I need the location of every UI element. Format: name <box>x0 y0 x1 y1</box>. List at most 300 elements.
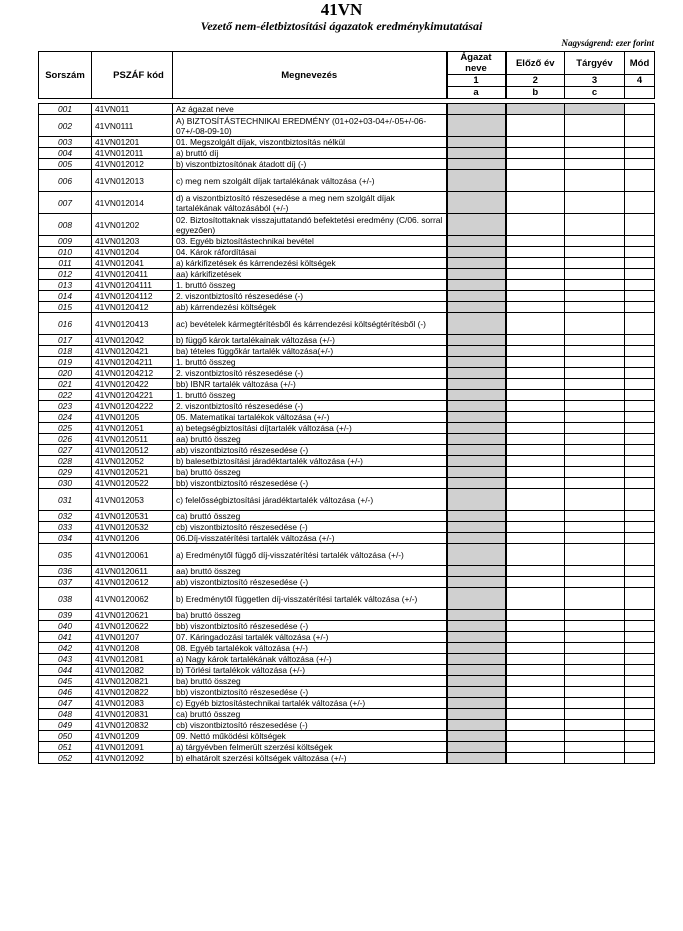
cell-targyev[interactable] <box>565 280 625 291</box>
cell-mod[interactable] <box>625 104 655 115</box>
row-description: bb) viszontbiztosító részesedése (-) <box>173 621 447 632</box>
cell-targyev[interactable] <box>565 247 625 258</box>
row-description: bb) viszontbiztosító részesedése (-) <box>173 478 447 489</box>
cell-elozo-ev[interactable] <box>506 566 565 577</box>
cell-elozo-ev[interactable] <box>506 643 565 654</box>
row-description: ab) kárrendezési költségek <box>173 302 447 313</box>
cell-targyev[interactable] <box>565 115 625 137</box>
cell-elozo-ev[interactable] <box>506 423 565 434</box>
table-row <box>39 357 655 368</box>
cell-targyev[interactable] <box>565 709 625 720</box>
cell-mod[interactable] <box>625 731 655 742</box>
cell-agazat[interactable] <box>447 511 506 522</box>
cell-mod[interactable] <box>625 192 655 214</box>
row-code: 41VN01203 <box>92 236 173 247</box>
cell-targyev[interactable] <box>565 357 625 368</box>
cell-agazat[interactable] <box>447 566 506 577</box>
cell-agazat[interactable] <box>447 390 506 401</box>
header-pszaf-code: PSZÁF kód <box>92 52 173 99</box>
cell-elozo-ev[interactable] <box>506 709 565 720</box>
cell-targyev[interactable] <box>565 104 625 115</box>
cell-mod[interactable] <box>625 577 655 588</box>
cell-targyev[interactable] <box>565 137 625 148</box>
cell-mod[interactable] <box>625 247 655 258</box>
cell-agazat[interactable] <box>447 467 506 478</box>
row-description: ba) bruttó összeg <box>173 676 447 687</box>
cell-mod[interactable] <box>625 698 655 709</box>
row-description: 01. Megszolgált díjak, viszontbiztosítás nélkül <box>173 137 447 148</box>
row-description: b) elhatárolt szerzési költségek változása (+/-) <box>173 753 447 764</box>
row-number: 016 <box>39 313 92 335</box>
cell-agazat[interactable] <box>447 434 506 445</box>
cell-targyev[interactable] <box>565 632 625 643</box>
row-description: cb) viszontbiztosító részesedése (-) <box>173 720 447 731</box>
cell-mod[interactable] <box>625 214 655 236</box>
cell-agazat[interactable] <box>447 236 506 247</box>
cell-mod[interactable] <box>625 357 655 368</box>
header-mod: Mód <box>625 52 655 75</box>
cell-targyev[interactable] <box>565 621 625 632</box>
cell-targyev[interactable] <box>565 731 625 742</box>
cell-mod[interactable] <box>625 368 655 379</box>
cell-elozo-ev[interactable] <box>506 313 565 335</box>
col-letter <box>625 87 655 99</box>
cell-elozo-ev[interactable] <box>506 588 565 610</box>
cell-elozo-ev[interactable] <box>506 104 565 115</box>
cell-elozo-ev[interactable] <box>506 676 565 687</box>
cell-mod[interactable] <box>625 467 655 478</box>
row-description: ab) viszontbiztosító részesedése (-) <box>173 445 447 456</box>
table-row <box>39 643 655 654</box>
table-row <box>39 533 655 544</box>
cell-mod[interactable] <box>625 511 655 522</box>
table-row <box>39 731 655 742</box>
row-number: 031 <box>39 489 92 511</box>
cell-targyev[interactable] <box>565 379 625 390</box>
table-row <box>39 401 655 412</box>
cell-elozo-ev[interactable] <box>506 412 565 423</box>
cell-targyev[interactable] <box>565 170 625 192</box>
cell-targyev[interactable] <box>565 643 625 654</box>
cell-mod[interactable] <box>625 478 655 489</box>
table-row <box>39 687 655 698</box>
row-number: 017 <box>39 335 92 346</box>
row-description: 02. Biztosítottaknak visszajuttatandó befektetési eredmény (C/06. sorral egyezően) <box>173 214 447 236</box>
cell-mod[interactable] <box>625 258 655 269</box>
cell-targyev[interactable] <box>565 313 625 335</box>
cell-mod[interactable] <box>625 401 655 412</box>
cell-elozo-ev[interactable] <box>506 478 565 489</box>
row-description: a) Eredménytől függő díj-visszatérítési tartalék változása (+/-) <box>173 544 447 566</box>
cell-agazat[interactable] <box>447 665 506 676</box>
row-number: 043 <box>39 654 92 665</box>
cell-mod[interactable] <box>625 291 655 302</box>
cell-targyev[interactable] <box>565 148 625 159</box>
row-number: 035 <box>39 544 92 566</box>
col-number: 1 <box>447 75 506 87</box>
row-code: 41VN01208 <box>92 643 173 654</box>
row-number: 026 <box>39 434 92 445</box>
cell-elozo-ev[interactable] <box>506 269 565 280</box>
table-row <box>39 423 655 434</box>
row-number: 012 <box>39 269 92 280</box>
cell-agazat[interactable] <box>447 698 506 709</box>
cell-agazat[interactable] <box>447 423 506 434</box>
cell-mod[interactable] <box>625 170 655 192</box>
cell-mod[interactable] <box>625 676 655 687</box>
cell-elozo-ev[interactable] <box>506 753 565 764</box>
table-row <box>39 522 655 533</box>
cell-targyev[interactable] <box>565 434 625 445</box>
cell-mod[interactable] <box>625 742 655 753</box>
row-code: 41VN0120622 <box>92 621 173 632</box>
cell-mod[interactable] <box>625 566 655 577</box>
cell-elozo-ev[interactable] <box>506 687 565 698</box>
row-code: 41VN01204 <box>92 247 173 258</box>
table-row <box>39 698 655 709</box>
cell-elozo-ev[interactable] <box>506 731 565 742</box>
cell-mod[interactable] <box>625 390 655 401</box>
cell-targyev[interactable] <box>565 346 625 357</box>
cell-mod[interactable] <box>625 610 655 621</box>
cell-agazat[interactable] <box>447 170 506 192</box>
cell-elozo-ev[interactable] <box>506 379 565 390</box>
table-row <box>39 753 655 764</box>
cell-targyev[interactable] <box>565 401 625 412</box>
cell-targyev[interactable] <box>565 368 625 379</box>
cell-targyev[interactable] <box>565 489 625 511</box>
header-targyev: Tárgyév <box>565 52 625 75</box>
cell-agazat[interactable] <box>447 104 506 115</box>
cell-targyev[interactable] <box>565 335 625 346</box>
table-row <box>39 566 655 577</box>
cell-elozo-ev[interactable] <box>506 192 565 214</box>
cell-agazat[interactable] <box>447 313 506 335</box>
cell-mod[interactable] <box>625 753 655 764</box>
row-code: 41VN012052 <box>92 456 173 467</box>
cell-targyev[interactable] <box>565 742 625 753</box>
cell-mod[interactable] <box>625 148 655 159</box>
cell-mod[interactable] <box>625 302 655 313</box>
row-description: 2. viszontbiztosító részesedése (-) <box>173 368 447 379</box>
cell-elozo-ev[interactable] <box>506 236 565 247</box>
row-number: 028 <box>39 456 92 467</box>
cell-elozo-ev[interactable] <box>506 577 565 588</box>
cell-mod[interactable] <box>625 115 655 137</box>
cell-elozo-ev[interactable] <box>506 280 565 291</box>
header-agazat-neve: Ágazat neve <box>447 52 506 75</box>
cell-mod[interactable] <box>625 709 655 720</box>
col-number: 2 <box>506 75 565 87</box>
cell-mod[interactable] <box>625 346 655 357</box>
cell-mod[interactable] <box>625 654 655 665</box>
table-row <box>39 742 655 753</box>
cell-agazat[interactable] <box>447 368 506 379</box>
row-number: 038 <box>39 588 92 610</box>
cell-agazat[interactable] <box>447 588 506 610</box>
cell-targyev[interactable] <box>565 291 625 302</box>
cell-mod[interactable] <box>625 423 655 434</box>
row-number: 027 <box>39 445 92 456</box>
cell-agazat[interactable] <box>447 214 506 236</box>
row-number: 033 <box>39 522 92 533</box>
cell-mod[interactable] <box>625 434 655 445</box>
cell-targyev[interactable] <box>565 445 625 456</box>
cell-agazat[interactable] <box>447 335 506 346</box>
row-code: 41VN01201 <box>92 137 173 148</box>
cell-agazat[interactable] <box>447 643 506 654</box>
row-description: c) Egyéb biztosítástechnikai tartalék változása (+/-) <box>173 698 447 709</box>
cell-elozo-ev[interactable] <box>506 610 565 621</box>
cell-agazat[interactable] <box>447 577 506 588</box>
col-letter: a <box>447 87 506 99</box>
cell-agazat[interactable] <box>447 720 506 731</box>
cell-targyev[interactable] <box>565 302 625 313</box>
cell-agazat[interactable] <box>447 522 506 533</box>
cell-targyev[interactable] <box>565 687 625 698</box>
cell-agazat[interactable] <box>447 445 506 456</box>
cell-mod[interactable] <box>625 445 655 456</box>
cell-agazat[interactable] <box>447 533 506 544</box>
table-row <box>39 720 655 731</box>
cell-mod[interactable] <box>625 335 655 346</box>
cell-mod[interactable] <box>625 687 655 698</box>
cell-elozo-ev[interactable] <box>506 742 565 753</box>
cell-agazat[interactable] <box>447 731 506 742</box>
row-code: 41VN0111 <box>92 115 173 137</box>
cell-elozo-ev[interactable] <box>506 621 565 632</box>
cell-elozo-ev[interactable] <box>506 247 565 258</box>
cell-elozo-ev[interactable] <box>506 335 565 346</box>
income-statement-table <box>38 51 655 764</box>
cell-agazat[interactable] <box>447 291 506 302</box>
cell-targyev[interactable] <box>565 423 625 434</box>
cell-agazat[interactable] <box>447 456 506 467</box>
cell-elozo-ev[interactable] <box>506 302 565 313</box>
cell-agazat[interactable] <box>447 192 506 214</box>
cell-agazat[interactable] <box>447 687 506 698</box>
cell-elozo-ev[interactable] <box>506 654 565 665</box>
row-code: 41VN011 <box>92 104 173 115</box>
cell-elozo-ev[interactable] <box>506 170 565 192</box>
row-number: 042 <box>39 643 92 654</box>
cell-elozo-ev[interactable] <box>506 159 565 170</box>
cell-agazat[interactable] <box>447 302 506 313</box>
cell-agazat[interactable] <box>447 137 506 148</box>
table-row <box>39 104 655 115</box>
table-row <box>39 335 655 346</box>
cell-targyev[interactable] <box>565 390 625 401</box>
cell-elozo-ev[interactable] <box>506 148 565 159</box>
cell-elozo-ev[interactable] <box>506 115 565 137</box>
cell-targyev[interactable] <box>565 456 625 467</box>
cell-elozo-ev[interactable] <box>506 467 565 478</box>
cell-agazat[interactable] <box>447 610 506 621</box>
cell-mod[interactable] <box>625 456 655 467</box>
row-code: 41VN0120832 <box>92 720 173 731</box>
cell-mod[interactable] <box>625 588 655 610</box>
cell-agazat[interactable] <box>447 115 506 137</box>
cell-targyev[interactable] <box>565 269 625 280</box>
cell-mod[interactable] <box>625 280 655 291</box>
table-row <box>39 137 655 148</box>
table-row <box>39 368 655 379</box>
cell-targyev[interactable] <box>565 610 625 621</box>
cell-agazat[interactable] <box>447 346 506 357</box>
cell-mod[interactable] <box>625 236 655 247</box>
table-row <box>39 302 655 313</box>
cell-elozo-ev[interactable] <box>506 390 565 401</box>
row-code: 41VN01209 <box>92 731 173 742</box>
cell-mod[interactable] <box>625 489 655 511</box>
row-description: ba) bruttó összeg <box>173 467 447 478</box>
cell-targyev[interactable] <box>565 753 625 764</box>
cell-agazat[interactable] <box>447 489 506 511</box>
row-code: 41VN01204221 <box>92 390 173 401</box>
cell-agazat[interactable] <box>447 357 506 368</box>
cell-elozo-ev[interactable] <box>506 456 565 467</box>
cell-elozo-ev[interactable] <box>506 137 565 148</box>
cell-agazat[interactable] <box>447 269 506 280</box>
cell-targyev[interactable] <box>565 192 625 214</box>
cell-targyev[interactable] <box>565 588 625 610</box>
row-number: 036 <box>39 566 92 577</box>
cell-elozo-ev[interactable] <box>506 214 565 236</box>
cell-elozo-ev[interactable] <box>506 489 565 511</box>
cell-elozo-ev[interactable] <box>506 632 565 643</box>
row-number: 008 <box>39 214 92 236</box>
cell-mod[interactable] <box>625 665 655 676</box>
row-description: bb) IBNR tartalék változása (+/-) <box>173 379 447 390</box>
cell-mod[interactable] <box>625 269 655 280</box>
cell-agazat[interactable] <box>447 544 506 566</box>
cell-agazat[interactable] <box>447 654 506 665</box>
cell-elozo-ev[interactable] <box>506 346 565 357</box>
cell-targyev[interactable] <box>565 159 625 170</box>
cell-elozo-ev[interactable] <box>506 445 565 456</box>
cell-targyev[interactable] <box>565 533 625 544</box>
header-sorszam: Sorszám <box>39 52 92 99</box>
cell-agazat[interactable] <box>447 148 506 159</box>
cell-agazat[interactable] <box>447 258 506 269</box>
cell-agazat[interactable] <box>447 412 506 423</box>
table-row <box>39 467 655 478</box>
row-code: 41VN012013 <box>92 170 173 192</box>
cell-targyev[interactable] <box>565 566 625 577</box>
cell-elozo-ev[interactable] <box>506 368 565 379</box>
cell-agazat[interactable] <box>447 676 506 687</box>
col-number: 4 <box>625 75 655 87</box>
cell-targyev[interactable] <box>565 236 625 247</box>
cell-elozo-ev[interactable] <box>506 258 565 269</box>
cell-agazat[interactable] <box>447 159 506 170</box>
cell-elozo-ev[interactable] <box>506 544 565 566</box>
cell-mod[interactable] <box>625 533 655 544</box>
cell-mod[interactable] <box>625 137 655 148</box>
row-number: 005 <box>39 159 92 170</box>
cell-agazat[interactable] <box>447 709 506 720</box>
cell-targyev[interactable] <box>565 577 625 588</box>
cell-agazat[interactable] <box>447 401 506 412</box>
row-code: 41VN0120512 <box>92 445 173 456</box>
cell-mod[interactable] <box>625 379 655 390</box>
cell-targyev[interactable] <box>565 654 625 665</box>
cell-mod[interactable] <box>625 159 655 170</box>
cell-agazat[interactable] <box>447 280 506 291</box>
cell-targyev[interactable] <box>565 258 625 269</box>
cell-mod[interactable] <box>625 544 655 566</box>
cell-elozo-ev[interactable] <box>506 698 565 709</box>
cell-mod[interactable] <box>625 632 655 643</box>
cell-agazat[interactable] <box>447 753 506 764</box>
cell-agazat[interactable] <box>447 621 506 632</box>
cell-elozo-ev[interactable] <box>506 434 565 445</box>
row-code: 41VN012091 <box>92 742 173 753</box>
cell-mod[interactable] <box>625 720 655 731</box>
cell-targyev[interactable] <box>565 544 625 566</box>
row-description: ba) tételes függőkár tartalék változása(+/-) <box>173 346 447 357</box>
cell-agazat[interactable] <box>447 247 506 258</box>
cell-elozo-ev[interactable] <box>506 511 565 522</box>
cell-elozo-ev[interactable] <box>506 665 565 676</box>
row-code: 41VN0120511 <box>92 434 173 445</box>
cell-mod[interactable] <box>625 643 655 654</box>
cell-elozo-ev[interactable] <box>506 401 565 412</box>
row-number: 051 <box>39 742 92 753</box>
cell-elozo-ev[interactable] <box>506 720 565 731</box>
cell-mod[interactable] <box>625 621 655 632</box>
cell-agazat[interactable] <box>447 632 506 643</box>
cell-elozo-ev[interactable] <box>506 522 565 533</box>
cell-targyev[interactable] <box>565 665 625 676</box>
cell-targyev[interactable] <box>565 698 625 709</box>
cell-targyev[interactable] <box>565 478 625 489</box>
table-row <box>39 412 655 423</box>
cell-targyev[interactable] <box>565 214 625 236</box>
row-description: ca) bruttó összeg <box>173 709 447 720</box>
table-row <box>39 511 655 522</box>
cell-targyev[interactable] <box>565 412 625 423</box>
row-number: 007 <box>39 192 92 214</box>
row-number: 009 <box>39 236 92 247</box>
row-description: ba) bruttó összeg <box>173 610 447 621</box>
cell-elozo-ev[interactable] <box>506 357 565 368</box>
row-number: 029 <box>39 467 92 478</box>
row-description: ab) viszontbiztosító részesedése (-) <box>173 577 447 588</box>
cell-targyev[interactable] <box>565 511 625 522</box>
cell-mod[interactable] <box>625 313 655 335</box>
cell-targyev[interactable] <box>565 467 625 478</box>
table-row <box>39 445 655 456</box>
row-description: a) bruttó díj <box>173 148 447 159</box>
row-description: 08. Egyéb tartalékok változása (+/-) <box>173 643 447 654</box>
cell-elozo-ev[interactable] <box>506 291 565 302</box>
table-row <box>39 665 655 676</box>
cell-agazat[interactable] <box>447 478 506 489</box>
row-description: 09. Nettó működési költségek <box>173 731 447 742</box>
cell-mod[interactable] <box>625 522 655 533</box>
cell-mod[interactable] <box>625 412 655 423</box>
row-number: 050 <box>39 731 92 742</box>
cell-agazat[interactable] <box>447 379 506 390</box>
row-code: 41VN012014 <box>92 192 173 214</box>
cell-targyev[interactable] <box>565 522 625 533</box>
cell-agazat[interactable] <box>447 742 506 753</box>
cell-elozo-ev[interactable] <box>506 533 565 544</box>
row-description: ac) bevételek kármegtérítésből és kárrendezési költségtérítésből (-) <box>173 313 447 335</box>
cell-targyev[interactable] <box>565 720 625 731</box>
cell-targyev[interactable] <box>565 676 625 687</box>
